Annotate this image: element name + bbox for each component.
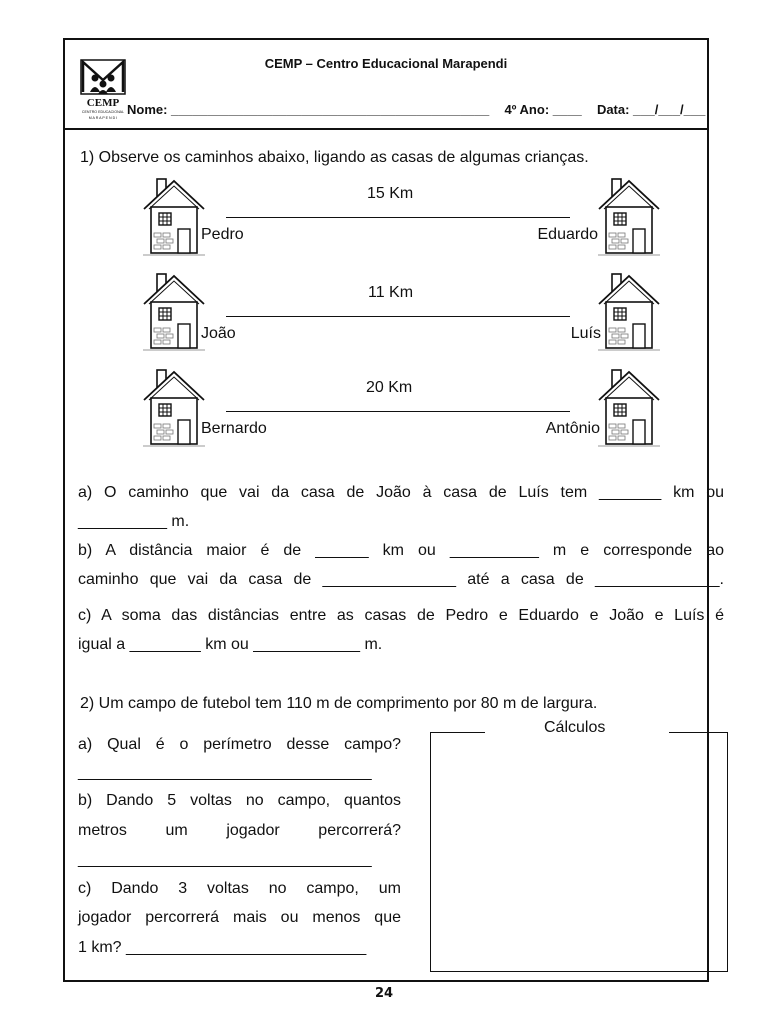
child-name-left: Pedro [201, 226, 244, 243]
child-name-right: Antônio [545, 420, 600, 437]
question-1a-line-2: __________ m. [78, 513, 190, 530]
house-icon [598, 368, 660, 448]
child-name-left: João [201, 325, 236, 342]
child-name-right: Luís [570, 325, 601, 342]
question-2b-line-1: b) Dando 5 voltas no campo, quantos [78, 792, 401, 809]
logo-subtext: CENTRO EDUCACIONAL [81, 110, 125, 114]
logo-subtext-2: M A R A P E N D I [88, 116, 118, 120]
path-distance: 20 Km [366, 379, 413, 396]
student-info-row [127, 102, 705, 117]
calculations-box[interactable] [430, 732, 728, 972]
path-distance: 15 Km [367, 185, 414, 202]
path-line [226, 217, 570, 218]
name-field[interactable]: Nome: ____________________________________________ [127, 102, 490, 117]
calculations-title: Cálculos [544, 719, 606, 736]
path-distance: 11 Km [368, 284, 414, 301]
question-1-prompt: 1) Observe os caminhos abaixo, ligando as casas de algumas crianças. [80, 149, 589, 166]
question-1c-line-1: c) A soma das distâncias entre as casas de Pedro e Eduardo e João e Luís é [78, 607, 724, 624]
question-2-prompt: 2) Um campo de futebol tem 110 m de comprimento por 80 m de largura. [80, 695, 598, 712]
house-icon [598, 272, 660, 352]
house-icon [143, 368, 205, 448]
child-name-left: Bernardo [201, 420, 267, 437]
question-1b-line-1: b) A distância maior é de ______ km ou __________ m e corresponde ao [78, 542, 724, 559]
question-2a-line-1: a) Qual é o perímetro desse campo? [78, 736, 401, 753]
question-1c-line-2: igual a ________ km ou ____________ m. [78, 636, 383, 653]
path-line [226, 411, 570, 412]
question-1b-line-2: caminho que vai da casa de _______________ até a casa de ______________. [78, 571, 724, 588]
logo-text: CEMP [86, 97, 120, 109]
question-1a-line-1: a) O caminho que vai da casa de João à casa de Luís tem _______ km ou [78, 484, 724, 501]
house-icon [143, 272, 205, 352]
question-2c-line-3[interactable]: 1 km? ___________________________ [78, 939, 367, 956]
path-line [226, 316, 570, 317]
page-number: 24 [374, 986, 394, 1001]
school-name: CEMP – Centro Educacional Marapendi [264, 56, 508, 71]
grade-field[interactable]: 4º Ano: ____ [504, 102, 582, 117]
date-field[interactable]: Data: ___/___/___ [596, 102, 706, 117]
question-2c-line-1: c) Dando 3 voltas no campo, um [78, 880, 401, 897]
question-2b-line-2: metros um jogador percorrerá? [78, 822, 401, 839]
question-2b-answer-line[interactable]: _________________________________ [78, 851, 372, 868]
question-2c-line-2: jogador percorrerá mais ou menos que [78, 909, 401, 926]
house-icon [598, 177, 660, 257]
question-2a-answer-line[interactable]: _________________________________ [78, 764, 372, 781]
child-name-right: Eduardo [537, 226, 598, 243]
house-icon [143, 177, 205, 257]
header-divider [65, 128, 707, 130]
